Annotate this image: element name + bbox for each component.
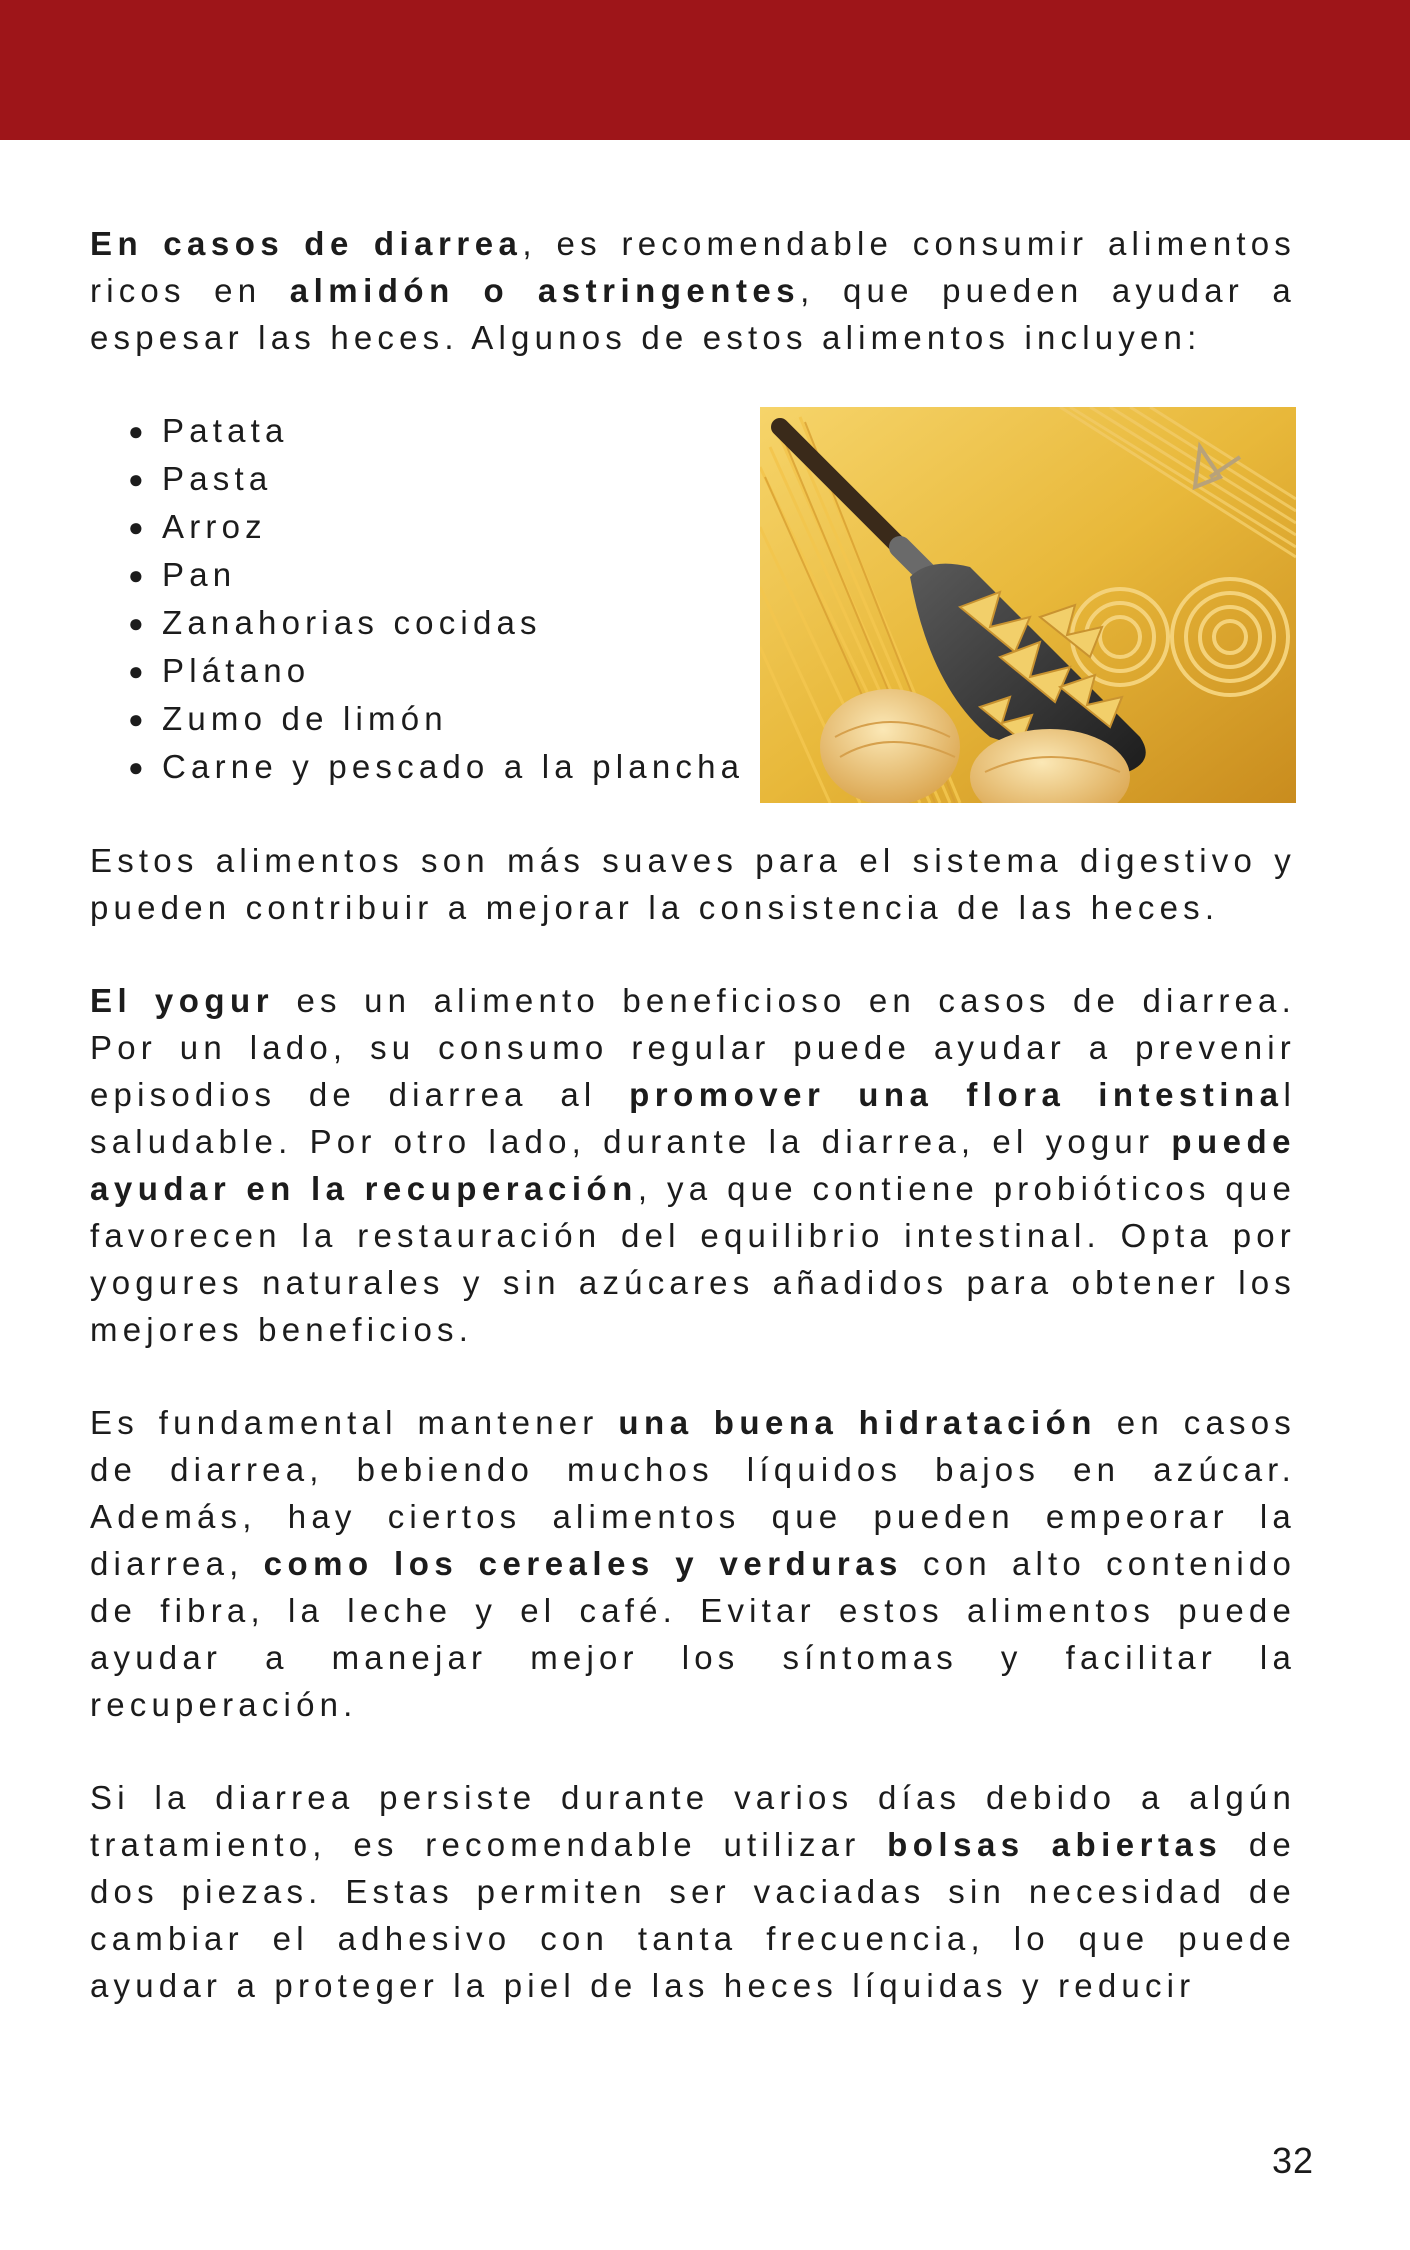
intro-text: , es recomendable consumir alimentos ricos en: [90, 225, 1296, 309]
paragraph-text: en casos de diarrea, bebiendo muchos líquidos bajos en azúcar. Además, hay ciertos alimentos que pueden empeorar la diarrea,: [90, 1404, 1296, 1582]
bullet-icon: ●: [128, 416, 149, 446]
paragraph-text: de dos piezas. Estas permiten ser vaciadas sin necesidad de cambiar el adhesivo con tanta frecuencia, lo que puede ayudar a proteger la piel de las heces líquidas y reducir: [90, 1826, 1296, 2004]
list-item-label: Zumo de limón: [162, 700, 448, 737]
bullet-icon: ●: [128, 608, 149, 638]
list-item-label: Arroz: [162, 508, 267, 545]
list-item-label: Pasta: [162, 460, 273, 497]
list-item-label: Carne y pescado a la plancha: [162, 748, 745, 785]
intro-text: , que pueden ayudar a espesar las heces. Algunos de estos alimentos incluyen:: [90, 272, 1296, 356]
bold-phrase: puede ayudar en la recuperación: [90, 1123, 1296, 1207]
paragraph-text: Si la diarrea persiste durante varios días debido a algún tratamiento, es recomendable utilizar: [90, 1779, 1296, 1863]
bold-phrase: bolsas abiertas: [887, 1826, 1223, 1863]
paragraph-text: l saludable. Por otro lado, durante la diarrea, el yogur: [90, 1076, 1296, 1160]
bold-phrase: En casos de diarrea: [90, 225, 523, 262]
bullet-icon: ●: [128, 464, 149, 494]
list-item-label: Plátano: [162, 652, 311, 689]
bold-phrase: El yogur: [90, 982, 275, 1019]
bullet-icon: ●: [128, 560, 149, 590]
digestive-paragraph: Estos alimentos son más suaves para el sistema digestivo y pueden contribuir a mejorar la consistencia de las heces.: [90, 842, 1296, 926]
hydration-paragraph: [90, 1399, 1296, 1728]
ostomy-bag-paragraph: [90, 1774, 1296, 2009]
bold-phrase: promover una flora intestina: [629, 1076, 1284, 1113]
page-body: [90, 220, 1296, 2055]
yogurt-paragraph: [90, 977, 1296, 1353]
intro-paragraph: [90, 220, 1296, 361]
bold-phrase: una buena hidratación: [618, 1404, 1097, 1441]
bullet-icon: ●: [128, 752, 149, 782]
pasta-photo: [760, 407, 1296, 803]
bold-phrase: como los cereales y verduras: [263, 1545, 903, 1582]
header-band: [0, 0, 1410, 140]
page-number: 32: [1271, 2140, 1314, 2181]
paragraph-text: , ya que contiene probióticos que favorecen la restauración del equilibrio intestinal. Opta por yogures naturales y sin azúcares añadidos para obtener los mejores beneficios.: [90, 1170, 1296, 1348]
list-item-label: Zanahorias cocidas: [162, 604, 542, 641]
paragraph-text: es un alimento beneficioso en casos de diarrea. Por un lado, su consumo regular puede ayudar a prevenir episodios de diarrea al: [90, 982, 1296, 1113]
list-item-label: Patata: [162, 412, 289, 449]
bullet-icon: ●: [128, 512, 149, 542]
bullet-icon: ●: [128, 704, 149, 734]
list-item-label: Pan: [162, 556, 237, 593]
bold-phrase: almidón o astringentes: [289, 272, 801, 309]
paragraph-text: Es fundamental mantener: [90, 1404, 619, 1441]
bullet-icon: ●: [128, 656, 149, 686]
paragraph-text: con alto contenido de fibra, la leche y el café. Evitar estos alimentos puede ayudar a manejar mejor los síntomas y facilitar la recuperación.: [90, 1545, 1297, 1723]
